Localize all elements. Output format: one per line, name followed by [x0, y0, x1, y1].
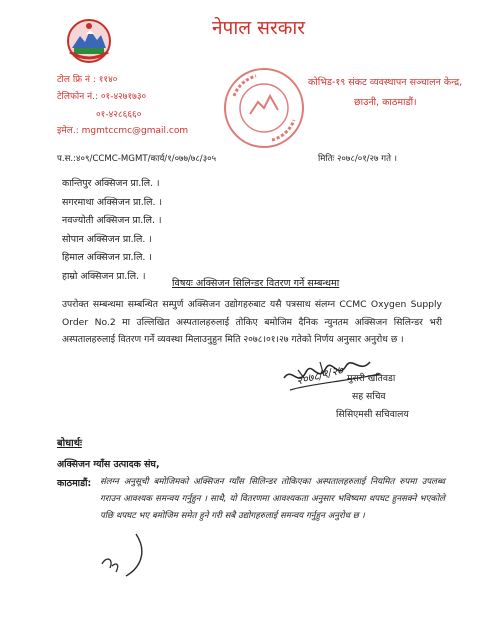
- cc-note: संलग्न अनुसूची बमोजिमको अक्सिजन ग्याँस सिलिन्डर तोकिएका अस्पतालहरुलाई नियमित रुपमा उपलब्ध गराउन आवश्यक समन्वय गर्नुहुन । साथै, यो वितरणमा आवश्यकता अनुसार भविष्यमा थपघट हुनसक्ने भएकोले पछि थपघट भए बमोजिम समेत हुने गरी सबै उद्योगहरुलाई समन्वय गर्नुहुन अनुरोध छ ।: [100, 477, 445, 521]
- signatory-office: सिसिएमसी सचिवालय: [336, 409, 409, 420]
- signature-date-mark: २०७८/१/२७: [295, 363, 345, 388]
- signatory-name: मुरारी खतिवडा: [347, 373, 396, 384]
- recipient-3: नवज्योती अक्सिजन प्रा.लि. ।: [62, 215, 162, 226]
- government-title: नेपाल सरकार: [212, 17, 306, 39]
- letter-date: मितिः २०७८/०१/२७ गते ।: [318, 154, 397, 164]
- letter-body: उपरोक्त सम्बन्धमा सम्बन्धित सम्पुर्ण अक्सिजन उद्योगहरुबाट यसै पत्रसाथ संलग्न CCMC Oxygen Supply Order No.2 मा उल्लिखित अस्पतालहरुलाई तोकिए बमोजिम दैनिक न्युनतम अक्सिजन सिलिन्डर भरी अस्पतालहरुलाई वितरण गर्ने व्यवस्था मिलाउनुहुन मिति २०७८।०१।२७ गतेको निर्णय अनुसार अनुरोध छ ।: [62, 299, 442, 345]
- tollfree-number: टोल फ्रि नं : ११४०: [57, 75, 118, 85]
- cc-heading: बोधार्थः: [57, 438, 82, 449]
- reference-number: प.स.:४०९/CCMC-MGMT/कार्य/१/०७७/७८/३०५: [57, 154, 217, 164]
- subject-line: विषयः अक्सिजन सिलिन्डर वितरण गर्ने सम्बन्धमा: [172, 278, 340, 289]
- recipient-6: हाम्रो अक्सिजन प्रा.लि. ।: [62, 271, 146, 282]
- office-location: छाउनी, काठमाडौं।: [354, 97, 417, 108]
- office-name: कोभिड-१९ संकट व्यवस्थापन सञ्चालन केन्द्र,: [308, 77, 463, 88]
- recipient-2: सगरमाथा अक्सिजन प्रा.लि. ।: [62, 197, 163, 208]
- recipient-4: सोपान अक्सिजन प्रा.लि. ।: [62, 234, 152, 245]
- recipient-5: हिमाल अक्सिजन प्रा.लि. ।: [62, 252, 152, 263]
- email-address: इमेल.: mgmtccmc@gmail.com: [57, 126, 189, 136]
- recipient-1: कान्तिपुर अक्सिजन प्रा.लि. ।: [62, 178, 160, 189]
- office-stamp-icon: [222, 66, 306, 150]
- telephone-number-1: टेलिफोन नं.: ०१-४२७१७३०: [57, 92, 147, 102]
- cc-recipient: अक्सिजन ग्याँस उत्पादक संघ,: [57, 459, 160, 470]
- handwritten-initials: [96, 528, 156, 584]
- signatory-title: सह सचिव: [352, 391, 386, 402]
- telephone-number-2: ०१-४२८६६६०: [96, 110, 142, 120]
- nepal-emblem-icon: [66, 18, 112, 64]
- cc-location: काठमाडौं:: [57, 478, 92, 489]
